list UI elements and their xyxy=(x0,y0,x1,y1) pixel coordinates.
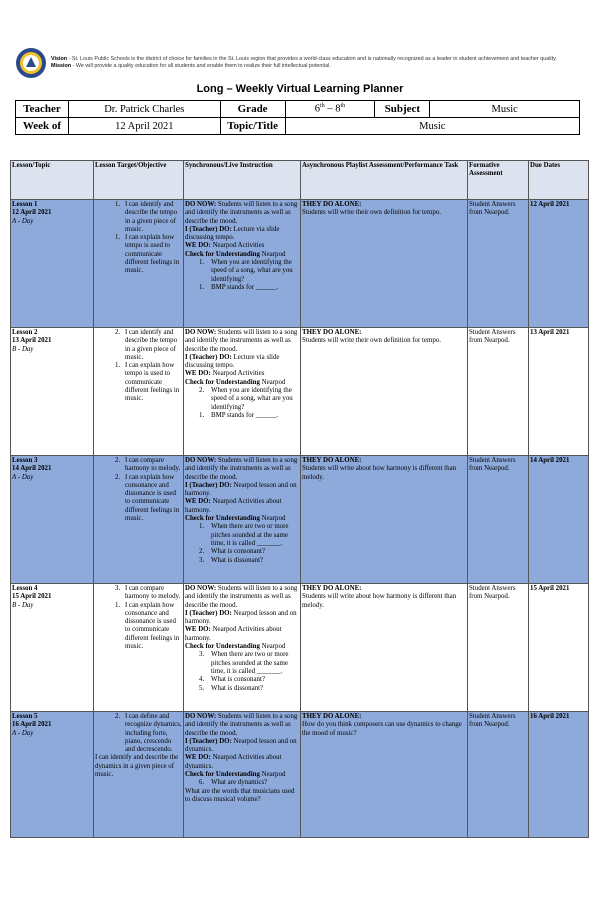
do-now-label: DO NOW: xyxy=(185,329,217,336)
target-item xyxy=(115,362,182,403)
async-text: How do you think composers can use dynamics to change the mood of music? xyxy=(302,721,462,737)
target-num: 1. xyxy=(115,234,121,242)
target-text: I can explain how consonance and dissonance is used to communicate different feelings in music. xyxy=(125,601,180,651)
formative-cell: Student Answers from Nearpod. xyxy=(468,584,529,712)
due-date: 16 April 2021 xyxy=(530,713,570,720)
target-cell xyxy=(94,456,184,584)
sync-cell xyxy=(184,712,301,838)
target-item xyxy=(115,201,182,234)
cfu-text: Nearpod xyxy=(259,378,286,386)
lesson-day: B - Day xyxy=(12,601,34,609)
question-num: 1. xyxy=(199,259,205,267)
question-item xyxy=(199,779,299,787)
cfu-label: Check for Understanding xyxy=(185,515,260,523)
target-cell xyxy=(94,328,184,456)
question-num: 3. xyxy=(199,651,205,659)
question-text: What is dissonant? xyxy=(211,684,264,692)
do-now xyxy=(185,201,299,226)
cfu-text: Nearpod xyxy=(259,771,286,779)
we-do xyxy=(185,242,299,250)
formative-cell: Student Answers from Nearpod. xyxy=(468,456,529,584)
lesson-title: Lesson 5 xyxy=(12,713,38,720)
do-now-label: DO NOW: xyxy=(185,457,217,464)
due-cell xyxy=(529,200,589,328)
async-cell xyxy=(301,456,468,584)
question-num: 1. xyxy=(199,411,205,419)
lesson-title: Lesson 1 xyxy=(12,201,38,208)
target-num: 2. xyxy=(115,457,121,464)
week-label: Week of xyxy=(16,118,69,135)
i-do-label: I (Teacher) DO: xyxy=(185,737,232,745)
async-label: THEY DO ALONE: xyxy=(302,585,362,592)
we-do xyxy=(185,498,299,515)
question-text: BMP stands for ______. xyxy=(211,411,279,419)
target-num: 2. xyxy=(115,473,121,481)
lesson-day: A - Day xyxy=(12,729,34,737)
due-cell xyxy=(529,712,589,838)
lesson-date: 12 April 2021 xyxy=(12,209,52,217)
async-cell xyxy=(301,200,468,328)
i-do-label: I (Teacher) DO: xyxy=(185,609,232,617)
lesson-row xyxy=(11,712,589,838)
target-item xyxy=(115,585,182,602)
async-text: Students will write their own definition for tempo. xyxy=(302,209,441,217)
we-do-label: WE DO: xyxy=(185,242,211,250)
subject-label: Subject xyxy=(375,101,430,118)
async-label: THEY DO ALONE: xyxy=(302,457,362,464)
cfu xyxy=(185,643,299,651)
grade-label: Grade xyxy=(220,101,285,118)
do-now xyxy=(185,713,299,738)
question-num: 4. xyxy=(199,676,205,684)
grade-end-sup: th xyxy=(340,103,346,110)
question-item xyxy=(199,557,299,565)
formative-cell: Student Answers from Nearpod. xyxy=(468,712,529,838)
target-item xyxy=(115,713,182,754)
question-num: 5. xyxy=(199,684,205,692)
col-target: Lesson Target/Objective xyxy=(94,161,184,200)
we-do-text: Nearpod Activities xyxy=(210,370,265,378)
district-logo-icon xyxy=(15,47,47,79)
topic-label: Topic/Title xyxy=(220,118,285,135)
target-cell xyxy=(94,200,184,328)
async-cell xyxy=(301,712,468,838)
vision-text: - St. Louis Public Schools is the district of choice for families in the St. Louis region that provides a world-class education and is nationally recognized as a leader in student achievement and teacher quality. xyxy=(67,56,557,62)
we-do xyxy=(185,626,299,643)
lesson-cell xyxy=(11,712,94,838)
lesson-row xyxy=(11,456,589,584)
question-num: 2. xyxy=(199,548,205,556)
sync-cell xyxy=(184,200,301,328)
question-item xyxy=(199,523,299,548)
question-item xyxy=(199,651,299,676)
question-extra: What are the words that musicians used to discuss musical volume? xyxy=(185,787,295,803)
i-do-label: I (Teacher) DO: xyxy=(185,481,232,489)
teacher-value: Dr. Patrick Charles xyxy=(68,101,220,118)
i-do xyxy=(185,610,299,627)
target-item xyxy=(115,474,182,524)
vision-label: Vision xyxy=(51,56,68,62)
due-cell xyxy=(529,456,589,584)
lesson-title: Lesson 4 xyxy=(12,585,38,592)
grade-start: 6 xyxy=(314,103,321,115)
async-label: THEY DO ALONE: xyxy=(302,713,362,720)
we-do-text: Nearpod Activities about harmony. xyxy=(185,626,282,642)
question-num: 3. xyxy=(199,556,205,564)
question-text: What is dissonant? xyxy=(211,556,264,564)
we-do-text: Nearpod Activities about harmony. xyxy=(185,498,282,514)
target-text: I can identify and describe the dynamics in a given piece of music. xyxy=(95,754,179,779)
target-num: 1. xyxy=(115,201,121,208)
target-text: I can compare harmony to melody. xyxy=(125,585,181,601)
cfu-text: Nearpod xyxy=(259,643,286,651)
we-do xyxy=(185,754,299,771)
lesson-cell xyxy=(11,200,94,328)
we-do xyxy=(185,370,299,378)
grade-value xyxy=(285,101,375,118)
i-do-text: Nearpod lesson and on harmony. xyxy=(185,481,297,498)
due-date: 15 April 2021 xyxy=(530,585,570,592)
question-text: What are dynamics? xyxy=(211,779,268,787)
i-do-text: Lecture via slide discussing tempo. xyxy=(185,353,280,370)
cfu-label: Check for Understanding xyxy=(185,378,260,386)
target-num: 2. xyxy=(115,713,121,720)
lesson-cell xyxy=(11,456,94,584)
we-do-label: WE DO: xyxy=(185,498,211,506)
target-cell xyxy=(94,712,184,838)
lesson-date: 16 April 2021 xyxy=(12,721,52,729)
lesson-cell xyxy=(11,584,94,712)
col-due: Due Dates xyxy=(529,161,589,200)
async-cell xyxy=(301,328,468,456)
do-now xyxy=(185,457,299,482)
i-do-label: I (Teacher) DO: xyxy=(185,225,232,233)
async-cell xyxy=(301,584,468,712)
question-num: 1. xyxy=(199,283,205,291)
vision-line xyxy=(51,56,596,63)
we-do-text: Nearpod Activities about dynamics. xyxy=(185,754,282,770)
teacher-label: Teacher xyxy=(16,101,69,118)
target-cell xyxy=(94,584,184,712)
lesson-day: A - Day xyxy=(12,217,34,225)
question-text: When you are identifying the speed of a song, what are you identifying? xyxy=(211,259,293,283)
async-text: Students will write about how harmony is different than melody. xyxy=(302,465,457,481)
question-item xyxy=(199,387,299,412)
formative-cell: Student Answers from Nearpod. xyxy=(468,200,529,328)
cfu xyxy=(185,515,299,523)
sync-cell xyxy=(184,328,301,456)
do-now-text: Students will listen to a song and identify the instruments as well as describe the mood. xyxy=(185,457,298,481)
async-text: Students will write their own definition for tempo. xyxy=(302,337,441,345)
sync-cell xyxy=(184,584,301,712)
cfu-label: Check for Understanding xyxy=(185,643,260,651)
question-num: 2. xyxy=(199,387,205,395)
i-do xyxy=(185,738,299,755)
target-num: 1. xyxy=(115,601,121,609)
lesson-day: B - Day xyxy=(12,345,34,353)
vision-mission xyxy=(51,56,596,70)
do-now-text: Students will listen to a song and identify the instruments as well as describe the mood. xyxy=(185,713,298,737)
target-text: I can explain how consonance and dissonance is used to communicate different feelings in music. xyxy=(125,473,180,523)
i-do xyxy=(185,226,299,243)
cfu xyxy=(185,379,299,387)
header xyxy=(15,47,590,81)
due-cell xyxy=(529,328,589,456)
cfu xyxy=(185,771,299,779)
question-text: What is consonant? xyxy=(211,676,265,684)
i-do-text: Lecture via slide discussing tempo. xyxy=(185,225,280,242)
page-title: Long – Weekly Virtual Learning Planner xyxy=(196,83,404,95)
sync-cell xyxy=(184,456,301,584)
question-item xyxy=(199,548,299,556)
target-item xyxy=(115,329,182,362)
col-sync: Synchronous/Live Instruction xyxy=(184,161,301,200)
do-now-label: DO NOW: xyxy=(185,201,217,208)
target-num: 1. xyxy=(115,362,121,370)
info-table xyxy=(15,100,580,135)
grade-start-sup: th xyxy=(320,103,325,110)
cfu-text: Nearpod xyxy=(259,515,286,523)
question-text: When you are identifying the speed of a song, what are you identifying? xyxy=(211,387,293,411)
col-formative: Formative Assessment xyxy=(468,161,529,200)
target-num: 3. xyxy=(115,585,121,592)
we-do-label: WE DO: xyxy=(185,626,211,634)
target-item xyxy=(115,234,182,275)
target-text: I can compare harmony to melody. xyxy=(125,457,181,473)
question-item xyxy=(199,259,299,284)
do-now xyxy=(185,329,299,354)
mission-text: - We will provide a quality education for all students and enable them to realize their full intellectual potential. xyxy=(71,63,331,69)
lesson-title: Lesson 3 xyxy=(12,457,38,464)
async-label: THEY DO ALONE: xyxy=(302,201,362,208)
target-item xyxy=(115,457,182,474)
question-text: When there are two or more pitches sounded at the same time, it is called _______. xyxy=(211,523,289,547)
planner-table xyxy=(10,160,589,838)
due-date: 12 April 2021 xyxy=(530,201,570,208)
cfu-text: Nearpod xyxy=(259,250,286,258)
due-date: 13 April 2021 xyxy=(530,329,570,336)
subject-value: Music xyxy=(430,101,580,118)
i-do xyxy=(185,354,299,371)
do-now xyxy=(185,585,299,610)
cfu-label: Check for Understanding xyxy=(185,250,260,258)
question-text: What is consonant? xyxy=(211,548,265,556)
target-text: I can explain how tempo is used to communicate different feelings in music. xyxy=(125,362,180,403)
topic-value: Music xyxy=(285,118,579,135)
week-value: 12 April 2021 xyxy=(68,118,220,135)
lesson-date: 14 April 2021 xyxy=(12,465,52,473)
question-text: BMP stands for ______. xyxy=(211,283,279,291)
do-now-label: DO NOW: xyxy=(185,585,217,592)
async-text: Students will write about how harmony is different than melody. xyxy=(302,593,457,609)
i-do xyxy=(185,482,299,499)
i-do-text: Nearpod lesson and on dynamics. xyxy=(185,737,297,754)
we-do-label: WE DO: xyxy=(185,754,211,762)
target-item xyxy=(115,602,182,652)
target-num: 2. xyxy=(115,329,121,336)
question-num: 6. xyxy=(199,779,205,787)
lesson-row xyxy=(11,584,589,712)
lesson-row xyxy=(11,328,589,456)
formative-cell: Student Answers from Nearpod. xyxy=(468,328,529,456)
question-num: 1. xyxy=(199,523,205,531)
due-cell xyxy=(529,584,589,712)
target-text: I can identify and describe the tempo in a given piece of music. xyxy=(125,201,178,233)
question-item xyxy=(199,685,299,693)
do-now-text: Students will listen to a song and identify the instruments as well as describe the mood. xyxy=(185,585,298,609)
mission-line xyxy=(51,63,596,70)
lesson-day: A - Day xyxy=(12,473,34,481)
do-now-text: Students will listen to a song and identify the instruments as well as describe the mood. xyxy=(185,201,298,225)
lesson-row xyxy=(11,200,589,328)
question-item xyxy=(199,676,299,684)
i-do-text: Nearpod lesson and on harmony. xyxy=(185,609,297,626)
lesson-cell xyxy=(11,328,94,456)
lesson-date: 13 April 2021 xyxy=(12,337,52,345)
col-async: Asynchronous Playlist Assessment/Performance Task xyxy=(301,161,468,200)
i-do-label: I (Teacher) DO: xyxy=(185,353,232,361)
we-do-text: Nearpod Activities xyxy=(210,242,265,250)
mission-label: Mission xyxy=(51,63,72,69)
question-item xyxy=(199,284,299,292)
question-item xyxy=(199,412,299,420)
lesson-date: 15 April 2021 xyxy=(12,593,52,601)
async-label: THEY DO ALONE: xyxy=(302,329,362,336)
target-text: I can define and recognize dynamics, including forte, piano, crescendo and decrescendo. xyxy=(125,713,182,754)
cfu-label: Check for Understanding xyxy=(185,771,260,779)
question-text: When there are two or more pitches sounded at the same time, it is called _______. xyxy=(211,651,289,675)
due-date: 14 April 2021 xyxy=(530,457,570,464)
cfu xyxy=(185,251,299,259)
do-now-text: Students will listen to a song and identify the instruments as well as describe the mood. xyxy=(185,329,298,353)
target-text: I can explain how tempo is used to communicate different feelings in music. xyxy=(125,234,180,275)
target-text: I can identify and describe the tempo in a given piece of music. xyxy=(125,329,178,361)
we-do-label: WE DO: xyxy=(185,370,211,378)
grade-sep: – 8 xyxy=(324,103,341,115)
lesson-title: Lesson 2 xyxy=(12,329,38,336)
do-now-label: DO NOW: xyxy=(185,713,217,720)
col-lesson: Lesson/Topic xyxy=(11,161,94,200)
